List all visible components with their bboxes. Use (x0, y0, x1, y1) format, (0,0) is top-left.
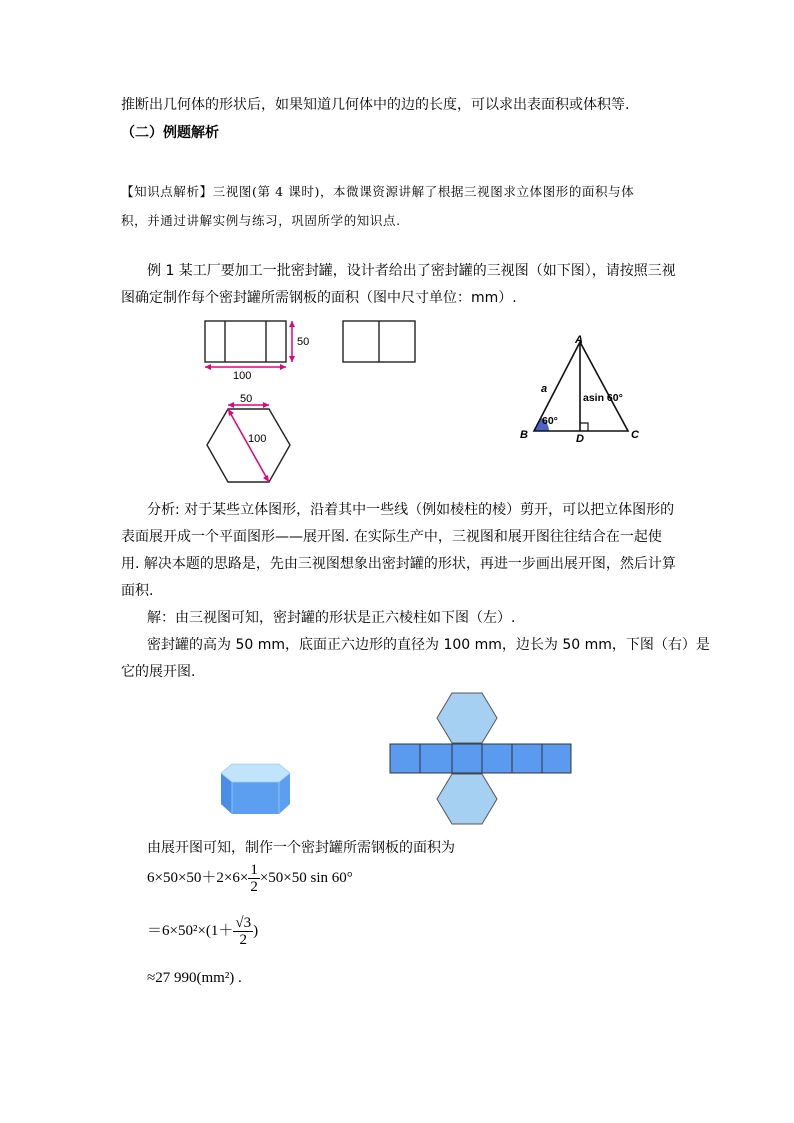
fraction-half-den: 2 (250, 879, 258, 895)
solution-line-2: 密封罐的高为 50 mm，底面正六边形的直径为 100 mm，边长为 50 mm，下图（右）是 (147, 637, 710, 653)
formula-line-2 (147, 915, 258, 948)
height-label: asin 60° (583, 392, 623, 404)
knowledge-line-1 (121, 182, 634, 202)
formula-2-part-b: ) (253, 922, 259, 939)
fraction-sqrt3-den: 2 (239, 932, 248, 948)
knowledge-text-1: 三视图(第 4 课时)，本微课资源讲解了根据三视图求立体图形的面积与体 (212, 184, 635, 199)
hex-side-label: 50 (240, 393, 253, 405)
analysis-line-3: 用. 解决本题的思路是，先由三视图想象出密封罐的形状，再进一步画出展开图，然后计算 (121, 556, 676, 572)
fraction-half (248, 862, 260, 895)
analysis-line-2: 表面展开成一个平面图形——展开图. 在实际生产中，三视图和展开图往往结合在一起使 (121, 529, 662, 545)
top-view-hexagon (207, 393, 290, 482)
front-view (205, 321, 309, 382)
triangle-figure (512, 330, 652, 445)
net-rectangles (390, 744, 571, 773)
fraction-sqrt3 (233, 915, 253, 948)
net-top-hexagon (437, 693, 497, 743)
analysis-line-4: 面积. (121, 583, 154, 599)
front-height-label: 50 (297, 336, 310, 348)
fraction-sqrt3-num: √3 (235, 915, 252, 931)
vertex-c-label: C (631, 429, 639, 441)
vertex-a-label: A (575, 334, 583, 346)
fraction-half-num: 1 (250, 862, 258, 878)
prism-top (221, 764, 290, 782)
conclusion-line: 由展开图可知，制作一个密封罐所需钢板的面积为 (147, 840, 455, 856)
hexagonal-prism (218, 758, 293, 818)
example-line-1: 例 1 某工厂要加工一批密封罐，设计者给出了密封罐的三视图（如下图），请按照三视 (147, 263, 676, 279)
formula-line-1 (147, 862, 353, 895)
net-bottom-hexagon (437, 774, 497, 824)
analysis-line-1: 分析: 对于某些立体图形，沿着其中一些线（例如棱柱的棱）剪开，可以把立体图形的 (147, 502, 675, 518)
side-a-label: a (541, 383, 548, 395)
knowledge-line-2: 积，并通过讲解实例与练习，巩固所学的知识点. (121, 213, 401, 228)
formula-1-part-b: ×50×50 sin 60° (259, 869, 353, 886)
section-heading: （二）例题解析 (121, 125, 219, 141)
unfolded-net (388, 690, 574, 830)
formula-2-part-a: ＝6×50²×(1＋ (147, 922, 234, 939)
formula-1-part-a: 6×50×50＋2×6× (147, 869, 249, 886)
angle-b-label: 60° (542, 415, 558, 427)
front-width-label: 100 (233, 370, 252, 382)
example-line-2: 图确定制作每个密封罐所需钢板的面积（图中尺寸单位：mm）. (121, 290, 517, 306)
side-view (343, 321, 415, 362)
three-view-drawing (195, 315, 435, 490)
solution-line-1: 解：由三视图可知，密封罐的形状是正六棱柱如下图（左）. (147, 610, 516, 626)
intro-line: 推断出几何体的形状后，如果知道几何体中的边的长度，可以求出表面积或体积等. (121, 97, 630, 113)
knowledge-tag: 【知识点解析】 (121, 184, 213, 199)
solution-line-3: 它的展开图. (121, 664, 196, 680)
hex-diagonal-label: 100 (248, 433, 267, 445)
vertex-d-label: D (576, 433, 584, 445)
vertex-b-label: B (520, 429, 528, 441)
formula-line-3: ≈27 990(mm²) . (147, 970, 242, 986)
